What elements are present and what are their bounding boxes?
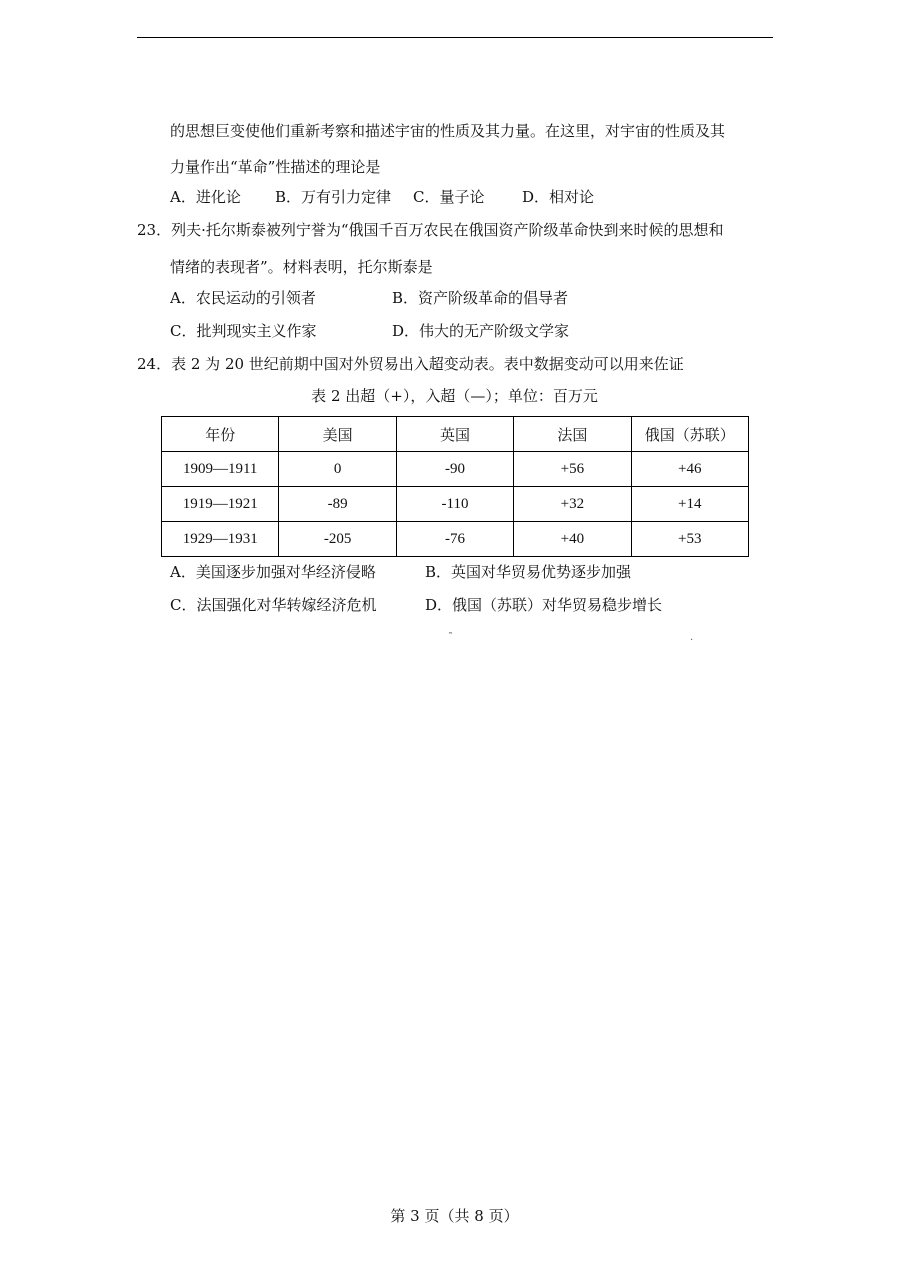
table-row — [162, 522, 749, 557]
table-cell: 0 — [279, 452, 396, 487]
q23-stem: 列夫·托尔斯泰被列宁誉为“俄国千百万农民在俄国资产阶级革命快到来时候的思想和 — [171, 221, 724, 239]
header-year: 年份 — [162, 417, 279, 452]
q22-text-line1: 的思想巨变使他们重新考察和描述宇宙的性质及其力量。在这里，对宇宙的性质及其 — [170, 122, 726, 140]
q24-stem: 表 2 为 20 世纪前期中国对外贸易出入超变动表。表中数据变动可以用来佐证 — [171, 355, 684, 373]
table-row — [162, 452, 749, 487]
q22-option-c: C．量子论 — [413, 188, 485, 206]
header-france: 法国 — [514, 417, 631, 452]
scan-speck: ˜ — [448, 632, 453, 643]
table-cell: -89 — [279, 487, 396, 522]
table-cell: -205 — [279, 522, 396, 557]
trade-balance-table — [161, 416, 749, 557]
header-russia: 俄国（苏联） — [631, 417, 748, 452]
q22-option-a: A．进化论 — [170, 188, 241, 206]
q23-option-a: A．农民运动的引领者 — [170, 289, 316, 307]
table-header-row — [162, 417, 749, 452]
table-cell: 1919—1921 — [162, 487, 279, 522]
table-cell: +32 — [514, 487, 631, 522]
q24-option-d: D．俄国（苏联）对华贸易稳步增长 — [425, 596, 663, 614]
table-cell: +40 — [514, 522, 631, 557]
q24-option-b: B．英国对华贸易优势逐步加强 — [425, 563, 632, 581]
q22-text-line2: 力量作出“革命”性描述的理论是 — [170, 158, 381, 176]
table-cell: -76 — [396, 522, 513, 557]
q23-text-line1 — [137, 220, 724, 240]
table-cell: -110 — [396, 487, 513, 522]
table-cell: +14 — [631, 487, 748, 522]
table-cell: 1929—1931 — [162, 522, 279, 557]
q22-option-b: B．万有引力定律 — [275, 188, 392, 206]
q24-option-c: C．法国强化对华转嫁经济危机 — [170, 596, 377, 614]
q23-option-c: C．批判现实主义作家 — [170, 322, 317, 340]
table-caption: 表 2 出超（+），入超（—）；单位：百万元 — [311, 387, 598, 405]
q24-option-a: A．美国逐步加强对华经济侵略 — [170, 563, 376, 581]
q24-text-line1 — [137, 354, 684, 374]
header-usa: 美国 — [279, 417, 396, 452]
page-footer: 第 3 页（共 8 页） — [390, 1207, 519, 1225]
q23-option-b: B．资产阶级革命的倡导者 — [392, 289, 569, 307]
table-cell: -90 — [396, 452, 513, 487]
scan-speck: . — [690, 632, 694, 643]
q23-option-d: D．伟大的无产阶级文学家 — [392, 322, 570, 340]
header-rule — [137, 37, 773, 38]
header-uk: 英国 — [396, 417, 513, 452]
table-cell: +46 — [631, 452, 748, 487]
table-cell: +53 — [631, 522, 748, 557]
table-cell: 1909—1911 — [162, 452, 279, 487]
table-cell: +56 — [514, 452, 631, 487]
q23-text-line2: 情绪的表现者”。材料表明，托尔斯泰是 — [170, 258, 433, 276]
table-row — [162, 487, 749, 522]
q22-option-d: D．相对论 — [522, 188, 595, 206]
q23-number: 23． — [137, 221, 172, 239]
q24-number: 24． — [137, 355, 172, 373]
